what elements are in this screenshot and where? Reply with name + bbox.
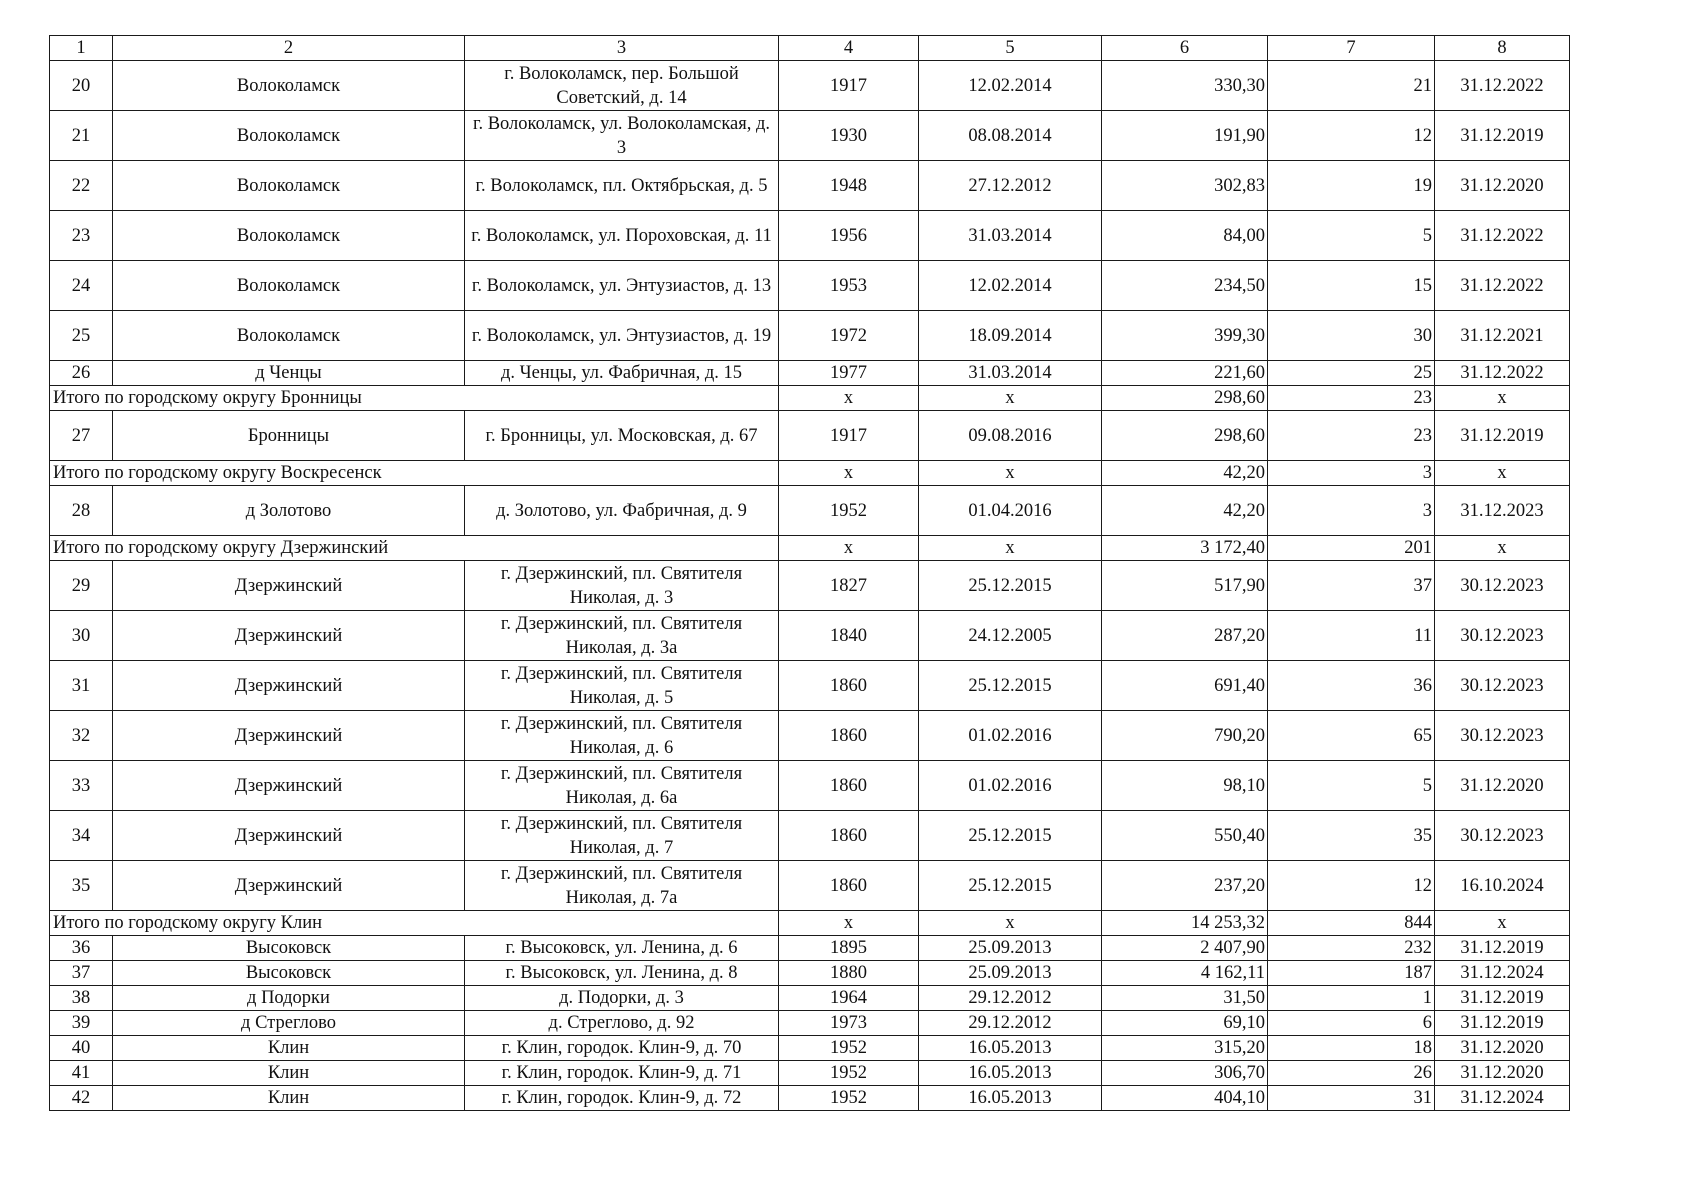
settlement: Клин [113,1061,465,1086]
row-number: 37 [50,961,113,986]
subtotal-col4: x [779,461,919,486]
area: 191,90 [1102,111,1268,161]
area: 330,30 [1102,61,1268,111]
subtotal-col5: x [919,536,1102,561]
deadline-date: 31.12.2019 [1435,1011,1570,1036]
deadline-date: 31.12.2022 [1435,261,1570,311]
deadline-date: 31.12.2024 [1435,1086,1570,1111]
year-built: 1895 [779,936,919,961]
residents: 30 [1268,311,1435,361]
residents: 21 [1268,61,1435,111]
subtotal-area: 298,60 [1102,386,1268,411]
deadline-date: 31.12.2019 [1435,411,1570,461]
subtotal-col4: x [779,911,919,936]
date: 01.02.2016 [919,711,1102,761]
year-built: 1964 [779,986,919,1011]
subtotal-col5: x [919,386,1102,411]
table-row [50,611,1570,661]
table-row [50,936,1570,961]
deadline-date: 31.12.2022 [1435,211,1570,261]
settlement: Волоколамск [113,311,465,361]
address: г. Дзержинский, пл. Святителя Николая, д. 6а [465,761,779,811]
table-row [50,986,1570,1011]
table-row [50,61,1570,111]
area: 84,00 [1102,211,1268,261]
area: 4 162,11 [1102,961,1268,986]
settlement: Бронницы [113,411,465,461]
year-built: 1860 [779,661,919,711]
area: 517,90 [1102,561,1268,611]
year-built: 1977 [779,361,919,386]
year-built: 1840 [779,611,919,661]
row-number: 34 [50,811,113,861]
column-number: 7 [1268,36,1435,61]
year-built: 1930 [779,111,919,161]
table-row [50,1036,1570,1061]
address: г. Волоколамск, ул. Энтузиастов, д. 19 [465,311,779,361]
year-built: 1973 [779,1011,919,1036]
column-number: 4 [779,36,919,61]
deadline-date: 31.12.2020 [1435,761,1570,811]
date: 31.03.2014 [919,211,1102,261]
row-number: 20 [50,61,113,111]
area: 237,20 [1102,861,1268,911]
residents: 19 [1268,161,1435,211]
table-row [50,961,1570,986]
table-row [50,311,1570,361]
area: 315,20 [1102,1036,1268,1061]
deadline-date: 30.12.2023 [1435,661,1570,711]
subtotal-label: Итого по городскому округу Дзержинский [50,536,779,561]
settlement: Дзержинский [113,861,465,911]
date: 25.12.2015 [919,661,1102,711]
date: 18.09.2014 [919,311,1102,361]
row-number: 32 [50,711,113,761]
settlement: Дзержинский [113,561,465,611]
residents: 23 [1268,411,1435,461]
column-number: 8 [1435,36,1570,61]
date: 01.04.2016 [919,486,1102,536]
subtotal-col4: x [779,386,919,411]
settlement: Волоколамск [113,261,465,311]
settlement: Дзержинский [113,661,465,711]
column-number: 6 [1102,36,1268,61]
residents: 18 [1268,1036,1435,1061]
year-built: 1860 [779,761,919,811]
subtotal-col8: x [1435,386,1570,411]
row-number: 40 [50,1036,113,1061]
settlement: Клин [113,1036,465,1061]
table-row [50,661,1570,711]
row-number: 21 [50,111,113,161]
subtotal-col5: x [919,461,1102,486]
year-built: 1880 [779,961,919,986]
address: г. Волоколамск, пер. Большой Советский, д. 14 [465,61,779,111]
subtotal-residents: 201 [1268,536,1435,561]
table-row [50,811,1570,861]
residents: 1 [1268,986,1435,1011]
subtotal-residents: 3 [1268,461,1435,486]
residents: 6 [1268,1011,1435,1036]
subtotal-label: Итого по городскому округу Бронницы [50,386,779,411]
area: 790,20 [1102,711,1268,761]
year-built: 1953 [779,261,919,311]
residents: 26 [1268,1061,1435,1086]
row-number: 42 [50,1086,113,1111]
year-built: 1952 [779,1061,919,1086]
table-row [50,161,1570,211]
year-built: 1948 [779,161,919,211]
table-row [50,211,1570,261]
area: 550,40 [1102,811,1268,861]
table-row [50,861,1570,911]
column-number-row [50,36,1570,61]
column-number: 5 [919,36,1102,61]
row-number: 27 [50,411,113,461]
area: 234,50 [1102,261,1268,311]
area: 98,10 [1102,761,1268,811]
year-built: 1827 [779,561,919,611]
table-row [50,1011,1570,1036]
deadline-date: 31.12.2022 [1435,361,1570,386]
residents: 5 [1268,211,1435,261]
date: 08.08.2014 [919,111,1102,161]
subtotal-residents: 23 [1268,386,1435,411]
area: 221,60 [1102,361,1268,386]
area: 287,20 [1102,611,1268,661]
residents: 187 [1268,961,1435,986]
date: 09.08.2016 [919,411,1102,461]
residents: 65 [1268,711,1435,761]
address: г. Дзержинский, пл. Святителя Николая, д. 7 [465,811,779,861]
subtotal-col8: x [1435,536,1570,561]
row-number: 35 [50,861,113,911]
row-number: 23 [50,211,113,261]
settlement: Волоколамск [113,211,465,261]
table-row [50,561,1570,611]
row-number: 38 [50,986,113,1011]
date: 25.09.2013 [919,961,1102,986]
subtotal-label: Итого по городскому округу Клин [50,911,779,936]
column-number: 3 [465,36,779,61]
date: 12.02.2014 [919,61,1102,111]
area: 31,50 [1102,986,1268,1011]
date: 16.05.2013 [919,1061,1102,1086]
subtotal-row [50,386,1570,411]
subtotal-col5: x [919,911,1102,936]
date: 01.02.2016 [919,761,1102,811]
deadline-date: 31.12.2020 [1435,1036,1570,1061]
date: 31.03.2014 [919,361,1102,386]
address: г. Дзержинский, пл. Святителя Николая, д. 7а [465,861,779,911]
table-row [50,361,1570,386]
date: 16.05.2013 [919,1086,1102,1111]
column-number: 1 [50,36,113,61]
deadline-date: 30.12.2023 [1435,611,1570,661]
subtotal-col8: x [1435,911,1570,936]
subtotal-label: Итого по городскому округу Воскресенск [50,461,779,486]
settlement: Дзержинский [113,611,465,661]
address: г. Дзержинский, пл. Святителя Николая, д. 5 [465,661,779,711]
housing-register-table [49,35,1570,1111]
year-built: 1860 [779,711,919,761]
residents: 12 [1268,861,1435,911]
address: г. Клин, городок. Клин-9, д. 72 [465,1086,779,1111]
table-row [50,261,1570,311]
residents: 36 [1268,661,1435,711]
deadline-date: 31.12.2023 [1435,486,1570,536]
year-built: 1860 [779,861,919,911]
settlement: Клин [113,1086,465,1111]
deadline-date: 31.12.2019 [1435,936,1570,961]
row-number: 26 [50,361,113,386]
deadline-date: 30.12.2023 [1435,811,1570,861]
area: 302,83 [1102,161,1268,211]
row-number: 36 [50,936,113,961]
column-number: 2 [113,36,465,61]
residents: 15 [1268,261,1435,311]
row-number: 33 [50,761,113,811]
area: 399,30 [1102,311,1268,361]
year-built: 1952 [779,1086,919,1111]
deadline-date: 30.12.2023 [1435,711,1570,761]
table-row [50,1086,1570,1111]
table-body [50,36,1570,1111]
row-number: 31 [50,661,113,711]
deadline-date: 30.12.2023 [1435,561,1570,611]
settlement: Высоковск [113,961,465,986]
settlement: Дзержинский [113,811,465,861]
address: г. Дзержинский, пл. Святителя Николая, д. 6 [465,711,779,761]
address: г. Волоколамск, пл. Октябрьская, д. 5 [465,161,779,211]
address: д. Ченцы, ул. Фабричная, д. 15 [465,361,779,386]
year-built: 1952 [779,486,919,536]
area: 69,10 [1102,1011,1268,1036]
row-number: 22 [50,161,113,211]
deadline-date: 31.12.2021 [1435,311,1570,361]
year-built: 1917 [779,411,919,461]
subtotal-row [50,536,1570,561]
table-row [50,1061,1570,1086]
table-row [50,711,1570,761]
year-built: 1952 [779,1036,919,1061]
settlement: Дзержинский [113,711,465,761]
settlement: д Стреглово [113,1011,465,1036]
address: г. Волоколамск, ул. Волоколамская, д. 3 [465,111,779,161]
date: 25.12.2015 [919,561,1102,611]
date: 27.12.2012 [919,161,1102,211]
deadline-date: 31.12.2019 [1435,111,1570,161]
settlement: Высоковск [113,936,465,961]
residents: 232 [1268,936,1435,961]
settlement: д Ченцы [113,361,465,386]
address: г. Клин, городок. Клин-9, д. 71 [465,1061,779,1086]
row-number: 29 [50,561,113,611]
settlement: Дзержинский [113,761,465,811]
row-number: 30 [50,611,113,661]
date: 24.12.2005 [919,611,1102,661]
address: г. Высоковск, ул. Ленина, д. 8 [465,961,779,986]
table-row [50,761,1570,811]
settlement: д Золотово [113,486,465,536]
date: 29.12.2012 [919,986,1102,1011]
address: г. Высоковск, ул. Ленина, д. 6 [465,936,779,961]
address: д. Стреглово, д. 92 [465,1011,779,1036]
subtotal-area: 3 172,40 [1102,536,1268,561]
date: 25.12.2015 [919,861,1102,911]
residents: 12 [1268,111,1435,161]
address: д. Золотово, ул. Фабричная, д. 9 [465,486,779,536]
address: д. Подорки, д. 3 [465,986,779,1011]
row-number: 39 [50,1011,113,1036]
subtotal-row [50,461,1570,486]
year-built: 1972 [779,311,919,361]
table-row [50,411,1570,461]
date: 25.12.2015 [919,811,1102,861]
address: г. Волоколамск, ул. Энтузиастов, д. 13 [465,261,779,311]
table-row [50,486,1570,536]
table-row [50,111,1570,161]
area: 691,40 [1102,661,1268,711]
residents: 25 [1268,361,1435,386]
address: г. Дзержинский, пл. Святителя Николая, д. 3 [465,561,779,611]
area: 298,60 [1102,411,1268,461]
residents: 37 [1268,561,1435,611]
year-built: 1956 [779,211,919,261]
date: 16.05.2013 [919,1036,1102,1061]
deadline-date: 31.12.2019 [1435,986,1570,1011]
settlement: Волоколамск [113,161,465,211]
date: 25.09.2013 [919,936,1102,961]
area: 42,20 [1102,486,1268,536]
subtotal-area: 14 253,32 [1102,911,1268,936]
deadline-date: 16.10.2024 [1435,861,1570,911]
deadline-date: 31.12.2022 [1435,61,1570,111]
address: г. Дзержинский, пл. Святителя Николая, д. 3а [465,611,779,661]
area: 2 407,90 [1102,936,1268,961]
residents: 3 [1268,486,1435,536]
row-number: 28 [50,486,113,536]
deadline-date: 31.12.2024 [1435,961,1570,986]
subtotal-row [50,911,1570,936]
residents: 31 [1268,1086,1435,1111]
residents: 11 [1268,611,1435,661]
year-built: 1917 [779,61,919,111]
settlement: д Подорки [113,986,465,1011]
area: 404,10 [1102,1086,1268,1111]
year-built: 1860 [779,811,919,861]
subtotal-col8: x [1435,461,1570,486]
address: г. Клин, городок. Клин-9, д. 70 [465,1036,779,1061]
row-number: 41 [50,1061,113,1086]
deadline-date: 31.12.2020 [1435,1061,1570,1086]
residents: 35 [1268,811,1435,861]
address: г. Бронницы, ул. Московская, д. 67 [465,411,779,461]
address: г. Волоколамск, ул. Пороховская, д. 11 [465,211,779,261]
subtotal-residents: 844 [1268,911,1435,936]
date: 29.12.2012 [919,1011,1102,1036]
row-number: 25 [50,311,113,361]
settlement: Волоколамск [113,111,465,161]
date: 12.02.2014 [919,261,1102,311]
subtotal-col4: x [779,536,919,561]
settlement: Волоколамск [113,61,465,111]
row-number: 24 [50,261,113,311]
area: 306,70 [1102,1061,1268,1086]
subtotal-area: 42,20 [1102,461,1268,486]
residents: 5 [1268,761,1435,811]
deadline-date: 31.12.2020 [1435,161,1570,211]
